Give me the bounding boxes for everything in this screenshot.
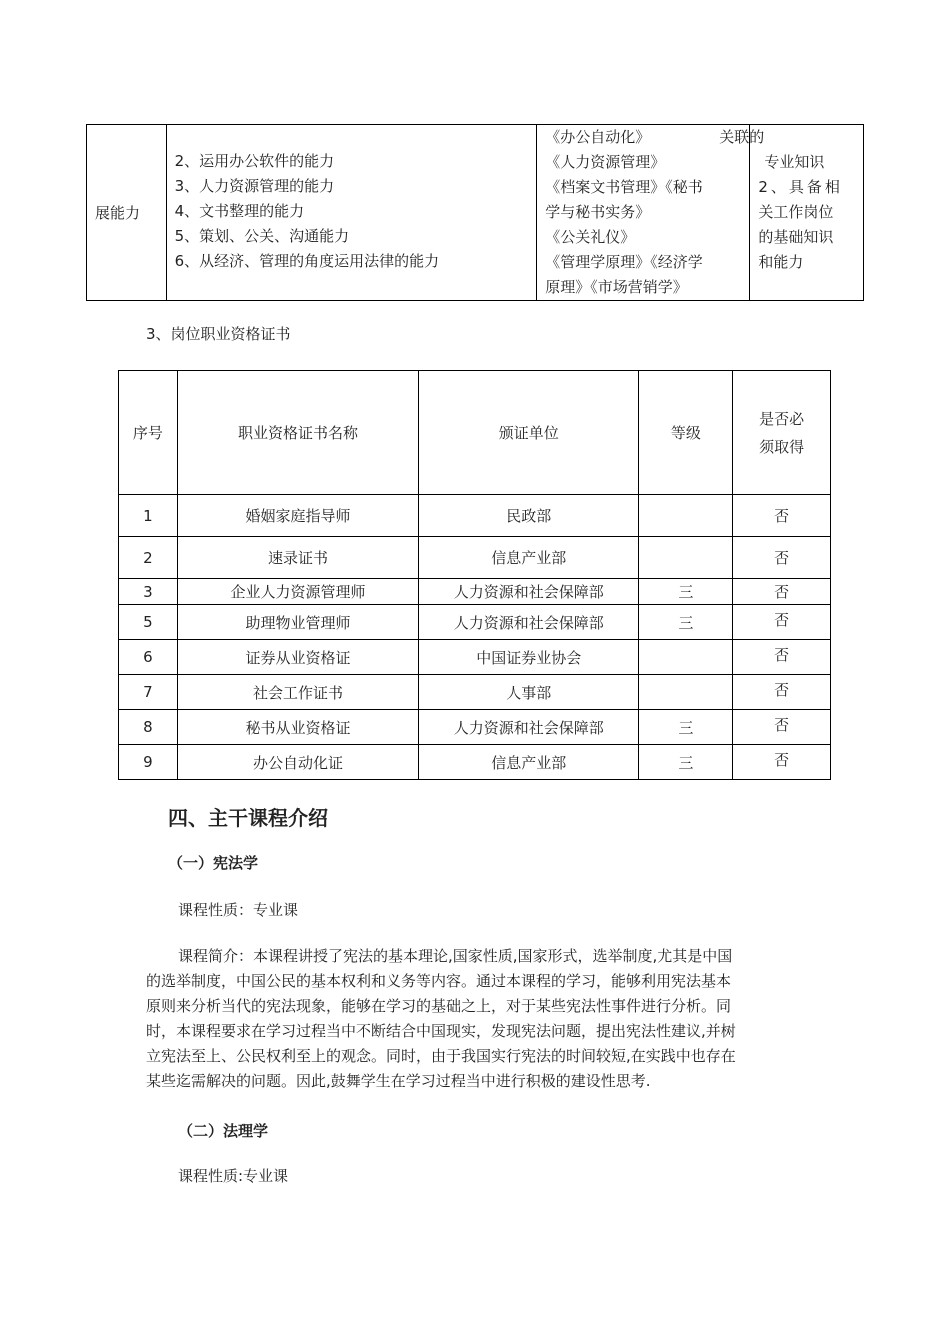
intro-line: 立宪法至上、公民权利至上的观念。同时，由于我国实行宪法的时间较短,在实践中也存在: [146, 1047, 736, 1065]
ability-list-cell: [166, 125, 537, 301]
header-required: [733, 371, 831, 495]
course-item: 《人力资源管理》: [545, 153, 666, 171]
course-item: 《公关礼仪》: [545, 228, 636, 246]
cell-level: [639, 640, 733, 675]
table-row: [119, 745, 831, 780]
course1-intro: [146, 944, 826, 1094]
cell-no: 9: [119, 745, 178, 780]
header-required-line1: 是否必: [759, 409, 805, 428]
cell-level: [639, 495, 733, 537]
header-issuer: 颁证单位: [419, 371, 639, 495]
cell-level: [639, 537, 733, 579]
cell-required: 否: [733, 537, 831, 579]
note-line: 2、具备相: [758, 178, 843, 196]
cell-issuer: 信息产业部: [419, 537, 639, 579]
cell-no: 2: [119, 537, 178, 579]
table-row: [119, 579, 831, 605]
notes-cell: [750, 125, 864, 301]
cell-name: 助理物业管理师: [177, 605, 418, 640]
ability-table: [86, 124, 864, 301]
cell-issuer: 信息产业部: [419, 745, 639, 780]
header-level: 等级: [639, 371, 733, 495]
table-row: [119, 495, 831, 537]
cell-name: 秘书从业资格证: [177, 710, 418, 745]
course2-title: （二）法理学: [178, 1122, 269, 1140]
table-row: [119, 640, 831, 675]
header-name: 职业资格证书名称: [177, 371, 418, 495]
cell-level: [639, 675, 733, 710]
note-line: 的基础知识: [758, 228, 834, 246]
cert-table: [118, 370, 831, 780]
course1-title: （一）宪法学: [168, 854, 259, 872]
cell-level: 三: [639, 579, 733, 605]
cell-required: 否: [733, 495, 831, 537]
cell-no: 3: [119, 579, 178, 605]
cell-level: 三: [639, 710, 733, 745]
ability-item: 3、人力资源管理的能力: [174, 177, 335, 195]
course-item: 学与秘书实务》: [545, 203, 651, 221]
course-list-cell: [537, 125, 765, 301]
cell-name: 速录证书: [177, 537, 418, 579]
cell-name: 企业人力资源管理师: [177, 579, 418, 605]
ability-item: 4、文书整理的能力: [174, 202, 305, 220]
header-no: 序号: [119, 371, 178, 495]
ability-item: 2、运用办公软件的能力: [174, 152, 335, 170]
cell-required: 否: [733, 579, 831, 605]
cell-no: 1: [119, 495, 178, 537]
note-line: 关工作岗位: [758, 203, 834, 221]
cell-level: 三: [639, 605, 733, 640]
cell-no: 6: [119, 640, 178, 675]
ability-row-label-text: 展能力: [95, 204, 141, 222]
cell-required: 否: [733, 675, 831, 710]
cell-required: 否: [733, 605, 831, 640]
table-row: [119, 675, 831, 710]
cell-level: 三: [639, 745, 733, 780]
table-row: [119, 605, 831, 640]
cell-no: 8: [119, 710, 178, 745]
cell-no: 5: [119, 605, 178, 640]
course-item: 《档案文书管理》《秘书: [545, 178, 703, 196]
cell-required: 否: [733, 710, 831, 745]
cell-name: 办公自动化证: [177, 745, 418, 780]
intro-line: 时，本课程要求在学习过程当中不断结合中国现实，发现宪法问题，提出宪法性建议,并树: [146, 1022, 736, 1040]
cell-name: 证券从业资格证: [177, 640, 418, 675]
table-row: [119, 710, 831, 745]
header-required-line2: 须取得: [759, 437, 805, 456]
courses-section-title: 四、主干课程介绍: [168, 806, 328, 830]
intro-line: 的选举制度，中国公民的基本权利和义务等内容。通过本课程的学习，能够利用宪法基本: [146, 972, 732, 990]
cell-issuer: 中国证券业协会: [419, 640, 639, 675]
course-item: 《办公自动化》: [545, 128, 651, 146]
cert-section-title: 3、岗位职业资格证书: [146, 325, 291, 343]
cell-name: 婚姻家庭指导师: [177, 495, 418, 537]
table-row: [119, 537, 831, 579]
cell-issuer: 人力资源和社会保障部: [419, 710, 639, 745]
cert-header-row: [119, 371, 831, 495]
intro-line: 课程简介：本课程讲授了宪法的基本理论,国家性质,国家形式，选举制度,尤其是中国: [178, 947, 733, 965]
note-line: 专业知识: [764, 153, 825, 171]
cell-name: 社会工作证书: [177, 675, 418, 710]
ability-item: 5、策划、公关、沟通能力: [174, 227, 350, 245]
cell-no: 7: [119, 675, 178, 710]
cell-issuer: 民政部: [419, 495, 639, 537]
cell-required: 否: [733, 745, 831, 780]
cell-issuer: 人力资源和社会保障部: [419, 579, 639, 605]
cell-issuer: 人事部: [419, 675, 639, 710]
course-item: 《管理学原理》《经济学: [545, 253, 703, 271]
course2-nature: 课程性质:专业课: [178, 1167, 289, 1185]
cell-issuer: 人力资源和社会保障部: [419, 605, 639, 640]
course-item: 原理》《市场营销学》: [545, 278, 688, 296]
ability-row-label: [87, 125, 167, 301]
notes-top: 关联的: [719, 128, 765, 146]
intro-line: 某些迄需解决的问题。因此,鼓舞学生在学习过程当中进行积极的建设性思考.: [146, 1072, 651, 1090]
course1-nature: 课程性质：专业课: [178, 901, 299, 919]
note-line: 和能力: [758, 253, 804, 271]
ability-item: 6、从经济、管理的角度运用法律的能力: [174, 252, 440, 270]
cell-required: 否: [733, 640, 831, 675]
intro-line: 原则来分析当代的宪法现象，能够在学习的基础之上，对于某些宪法性事件进行分析。同: [146, 997, 732, 1015]
